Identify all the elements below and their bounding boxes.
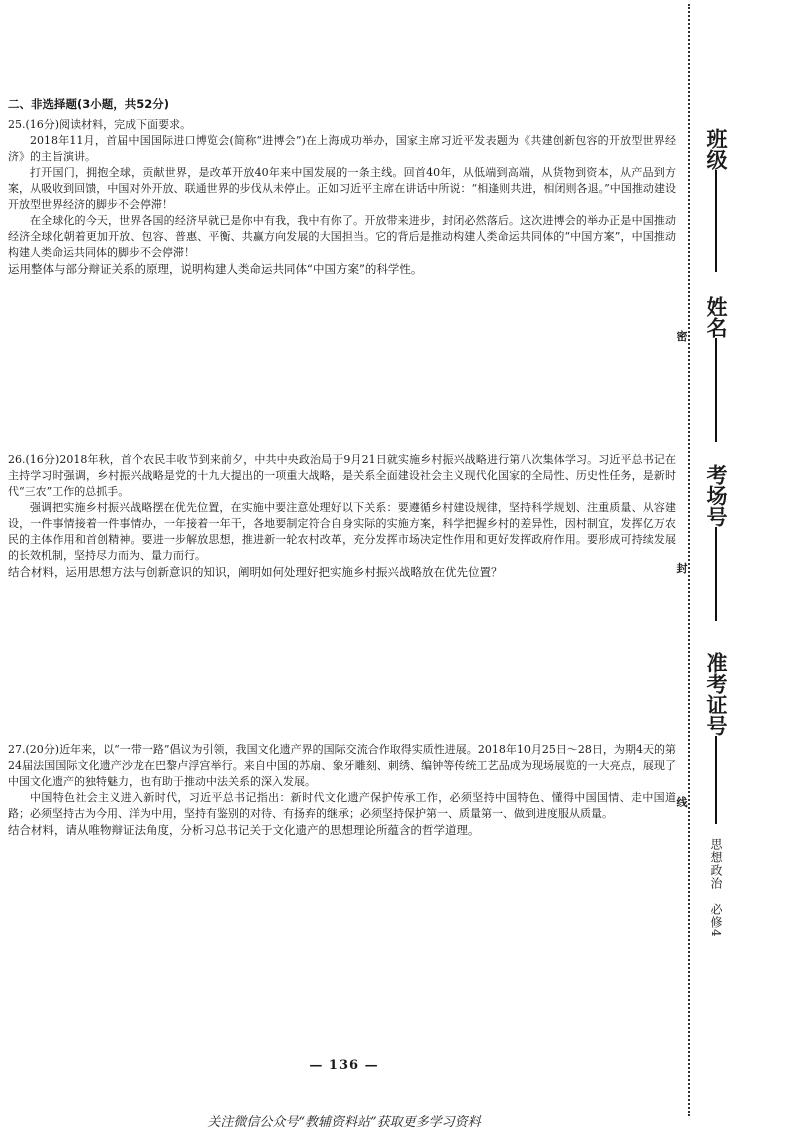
seal-mark-feng: 封 (676, 562, 688, 575)
question-27-stem: 27.(20分)近年来，以“一带一路”倡议为引领，我国文化遗产界的国际交流合作取得实质性进展。2018年10月25日～28日，为期4天的第24届法国国际文化遗产沙龙在巴黎卢浮宫举行。来自中国的苏扇、象牙雕刻、刺绣、编钟等传统工艺品成为现场展览的一大亮点，展现了中国文化遗产的独特魅力，也有助于推动中法关系的深入发展。 (8, 743, 676, 788)
question-25-material-3: 在全球化的今天，世界各国的经济早就已是你中有我，我中有你了。开放带来进步，封闭必然落后。这次进博会的举办正是中国推动经济全球化朝着更加开放、包容、普惠、平衡、共赢方向发展的大国担当。它的背后是推动构建人类命运共同体的“中国方案”，中国推动构建人类命运共同体的脚步不会停滞！ (8, 214, 676, 259)
question-27 (8, 742, 676, 839)
question-25-material-1: 2018年11月，首届中国国际进口博览会(简称“进博会”)在上海成功举办，国家主席习近平发表题为《共建创新包容的开放型世界经济》的主旨演讲。 (8, 134, 676, 163)
exam-room-underline (715, 527, 717, 621)
binding-dotted-line (688, 4, 690, 1116)
section-title: 二、非选择题(3小题，共52分) (8, 97, 170, 111)
page-number: — 136 — (309, 1058, 379, 1073)
question-25 (8, 117, 676, 278)
name-underline (715, 338, 717, 442)
question-25-stem: 25.(16分)阅读材料，完成下面要求。 (8, 118, 192, 131)
ticket-number-underline (715, 736, 717, 824)
exam-room-field (694, 464, 738, 621)
class-field (694, 128, 738, 272)
exam-room-label: 考场号 (704, 464, 728, 527)
class-label: 班级 (704, 128, 728, 170)
question-26-task: 结合材料，运用思想方法与创新意识的知识，阐明如何处理好把实施乡村振兴战略放在优先位置？ (8, 565, 503, 579)
question-26-material: 强调把实施乡村振兴战略摆在优先位置，在实施中要注意处理好以下关系：要遵循乡村建设规律，坚持科学规划、注重质量、从容建设，一件事情接着一件事情办，一年接着一年干，各地要制定符合自身实际的实施方案，科学把握乡村的差异性，因村制宜，发挥亿万农民的主体作用和首创精神。要进一步解放思想，推进新一轮农村改革，充分发挥市场决定性作用和更好发挥政府作用。要形成可持续发展的长效机制，坚持尽力而为、量力而行。 (8, 501, 676, 562)
question-25-task: 运用整体与部分辩证关系的原理，说明构建人类命运共同体“中国方案”的科学性。 (8, 262, 423, 276)
seal-mark-xian: 线 (676, 796, 688, 809)
name-field (694, 296, 738, 442)
ticket-number-label: 准考证号 (704, 652, 728, 736)
question-27-task: 结合材料，请从唯物辩证法角度，分析习总书记关于文化遗产的思想理论所蕴含的哲学道理。 (8, 823, 480, 837)
question-26 (8, 452, 676, 581)
question-27-material: 中国特色社会主义进入新时代，习近平总书记指出：新时代文化遗产保护传承工作，必须坚持中国特色、懂得中国国情、走中国道路；必须坚持古为今用、洋为中用，坚持有鉴别的对待、有扬弃的继承；必须坚持保护第一、质量第一、做到进度服从质量。 (8, 791, 676, 820)
footer-note: 关注微信公众号“教辅资料站”获取更多学习资料 (207, 1115, 481, 1130)
class-underline (715, 170, 717, 272)
question-25-material-2: 打开国门，拥抱全球，贡献世界，是改革开放40年来中国发展的一条主线。回首40年，从低端到高端，从货物到资本，从产品到方案，从吸收到回馈，中国对外开放、联通世界的步伐从未停止。正如习近平主席在讲话中所说：“相逢则共进，相闭则各退。”中国推动建设开放型世界经济的脚步不会停滞！ (8, 166, 676, 211)
ticket-number-field (694, 652, 738, 824)
name-label: 姓名 (704, 296, 728, 338)
seal-mark-mi: 密 (676, 330, 688, 343)
subject-tag: 思想政治 必修4 (709, 838, 723, 938)
question-26-stem: 26.(16分)2018年秋，首个农民丰收节到来前夕，中共中央政治局于9月21日就实施乡村振兴战略进行第八次集体学习。习近平总书记在主持学习时强调，乡村振兴战略是党的十九大提出的一项重大战略，是关系全面建设社会主义现代化国家的全局性、历史性任务，是新时代“三农”工作的总抓手。 (8, 453, 676, 498)
